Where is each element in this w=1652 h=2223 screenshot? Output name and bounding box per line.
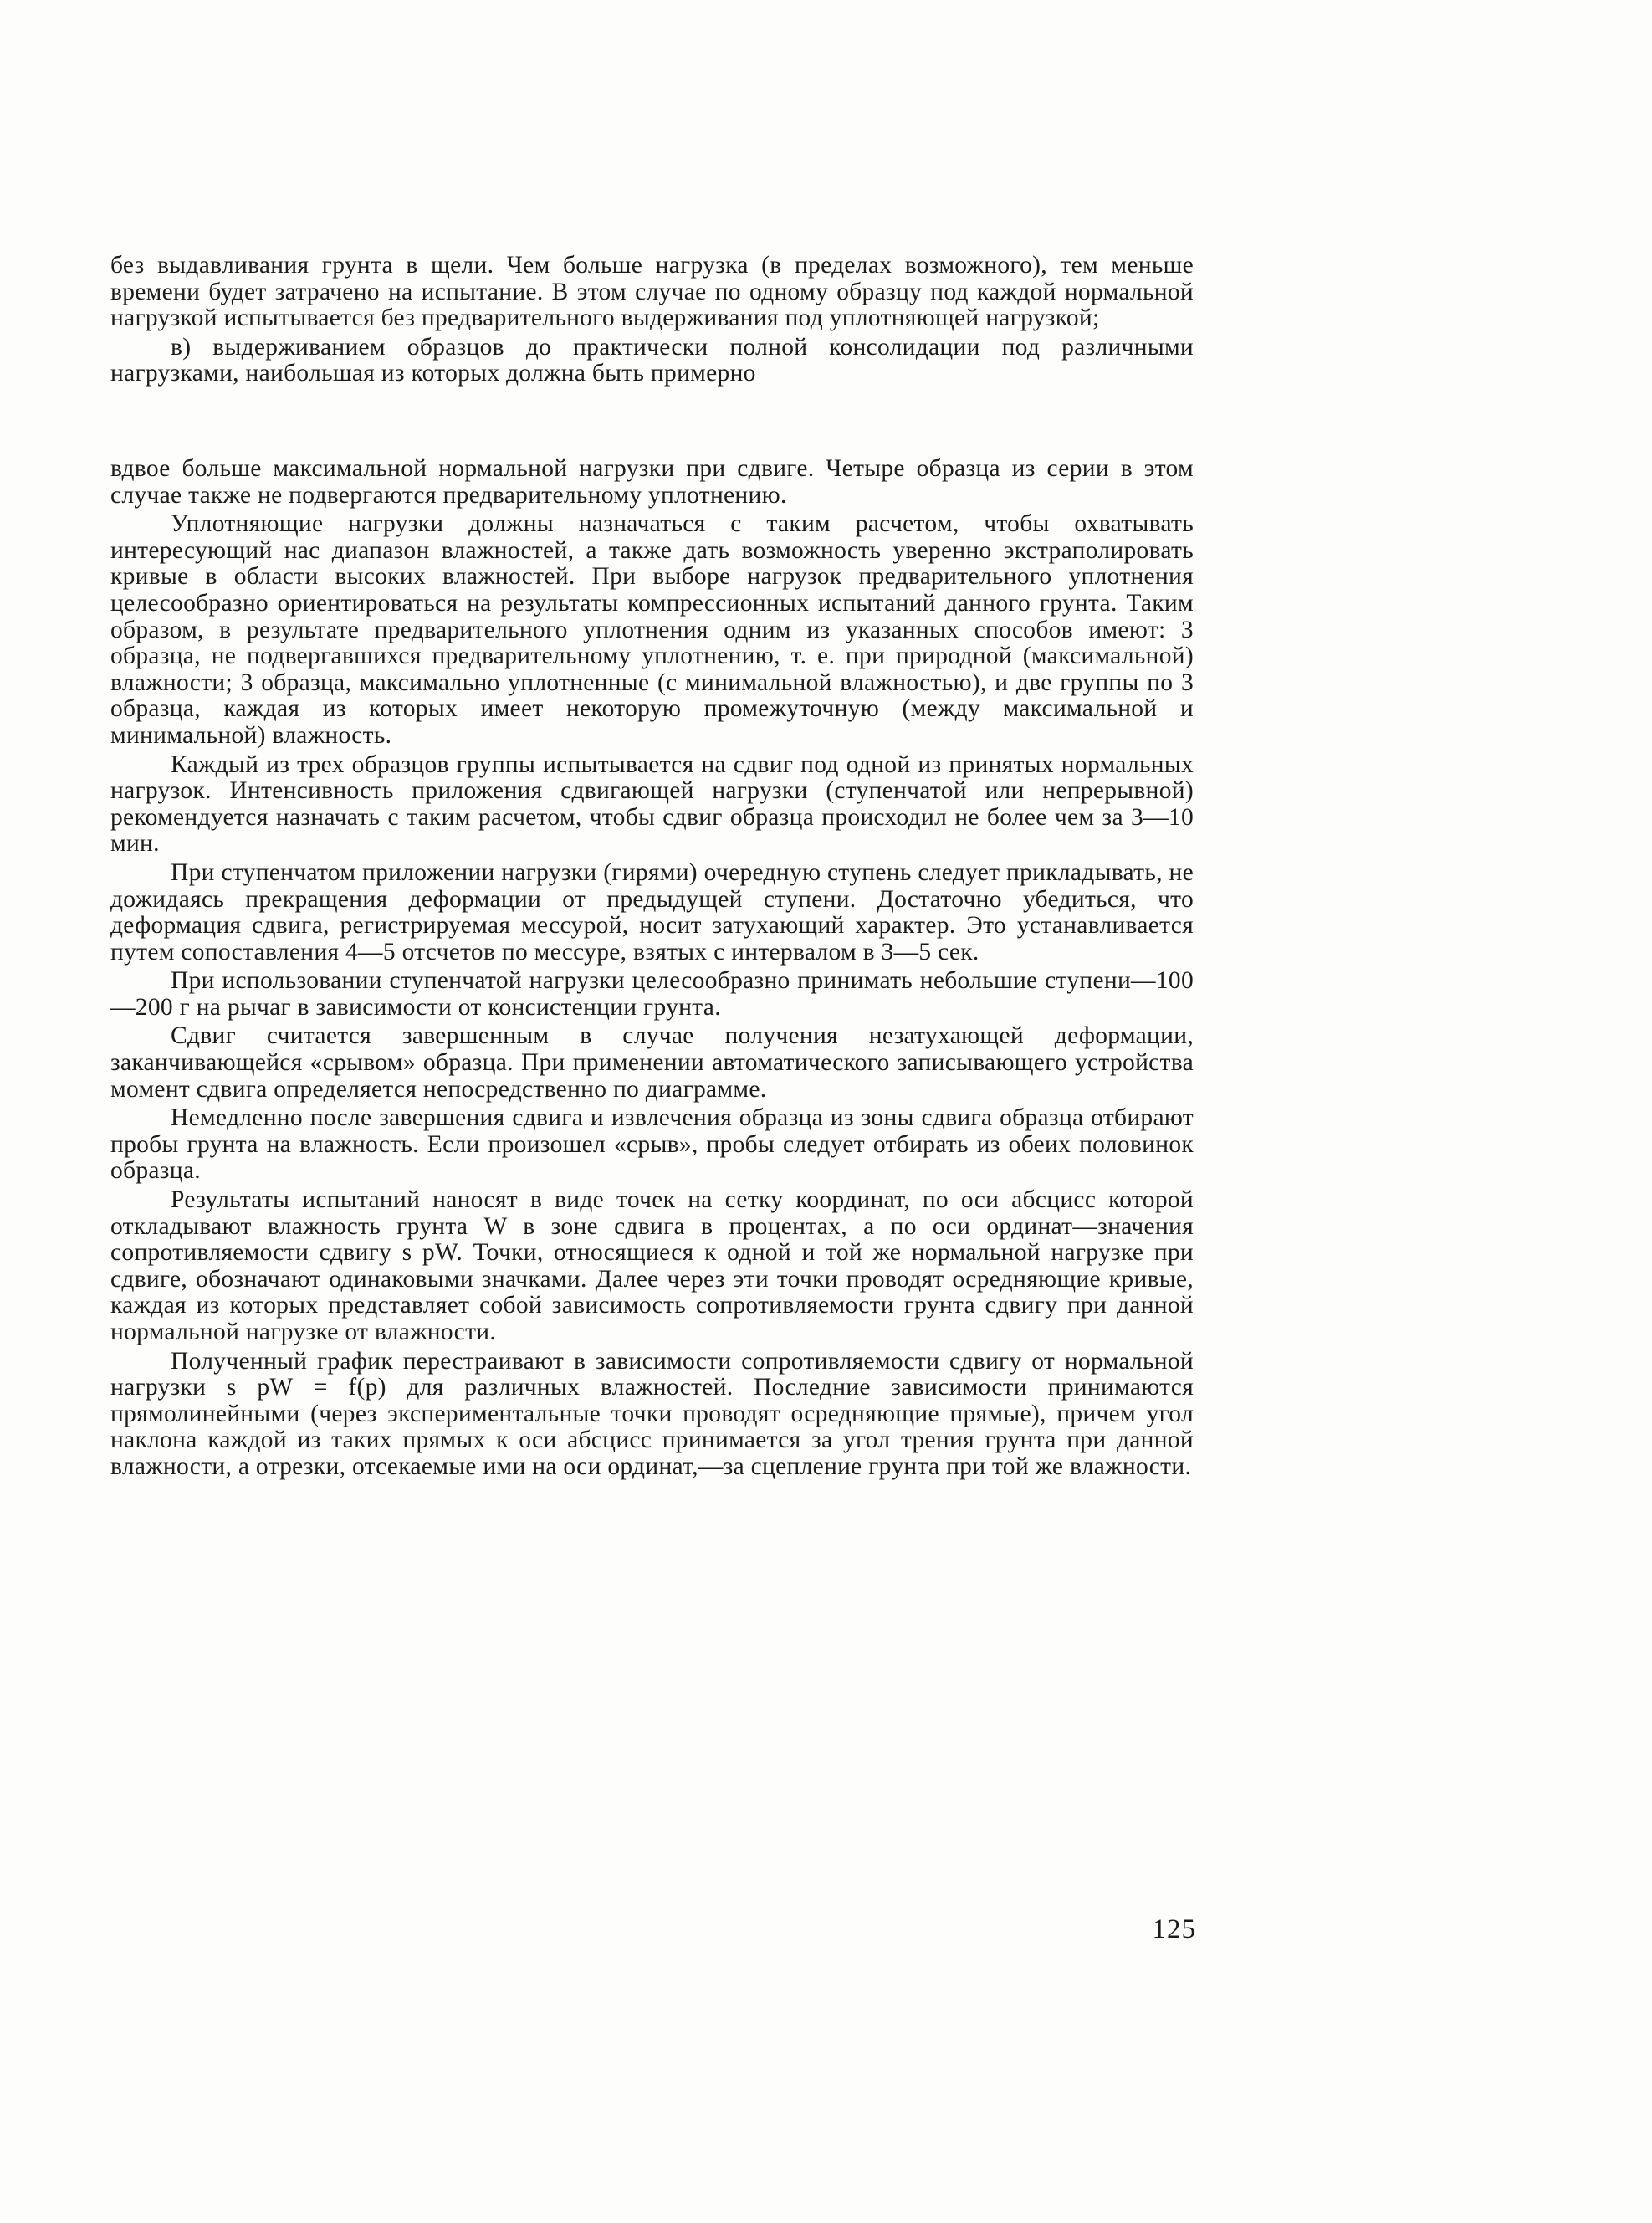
paragraph: При ступенчатом приложении нагрузки (гирями) очередную ступень следует прикладывать, не дожидаясь прекращения деформации от предыдущей ступени. Достаточно убедиться, что деформация сдвига, регистрируемая мессурой, носит затухающий характер. Это устанавливается путем сопоставления 4—5 отсчетов по мессуре, взятых с интервалом в 3—5 сек. xyxy=(110,858,1194,966)
paragraph: Сдвиг считается завершенным в случае получения незатухающей деформации, заканчивающейся «срывом» образца. При применении автоматического записывающего устройства момент сдвига определяется непосредственно по диаграмме. xyxy=(110,1022,1194,1103)
paragraph: вдвое больше максимальной нормальной нагрузки при сдвиге. Четыре образца из серии в этом случае также не подвергаются предварительному уплотнению. xyxy=(110,455,1194,509)
paragraph: без выдавливания грунта в щели. Чем больше нагрузка (в пределах возможного), тем меньше времени будет затрачено на испытание. В этом случае по одному образцу под каждой нормальной нагрузкой испытывается без предварительного выдерживания под уплотняющей нагрузкой; xyxy=(110,252,1194,332)
paragraph: Полученный график перестраивают в зависимости сопротивляемости сдвигу от нормальной нагрузки s pW = f(p) для различных влажностей. Последние зависимости принимаются прямолинейными (через экспериментальные точки проводят осредняющие прямые), причем угол наклона каждой из таких прямых к оси абсцисс принимается за угол трения грунта при данной влажности, а отрезки, отсекаемые ими на оси ординат,—за сцепление грунта при той же влажности. xyxy=(110,1347,1194,1480)
text-block-main xyxy=(110,456,1194,1481)
paragraph: в) выдерживанием образцов до практически полной консолидации под различными нагрузками, наибольшая из которых должна быть примерно xyxy=(110,333,1194,387)
paragraph: Уплотняющие нагрузки должны назначаться с таким расчетом, чтобы охватывать интересующий нас диапазон влажностей, а также дать возможность уверенно экстраполировать кривые в области высоких влажностей. При выборе нагрузок предварительного уплотнения целесообразно ориентироваться на результаты компрессионных испытаний данного грунта. Таким образом, в результате предварительного уплотнения одним из указанных способов имеют: 3 образца, не подвергавшихся предварительному уплотнению, т. е. при природной (максимальной) влажности; 3 образца, максимально уплотненные (с минимальной влажностью), и две группы по 3 образца, каждая из которых имеет некоторую промежуточную (между максимальной и минимальной) влажность. xyxy=(110,510,1194,749)
paragraph: При использовании ступенчатой нагрузки целесообразно принимать небольшие ступени—100—200 г на рычаг в зависимости от консистенции грунта. xyxy=(110,967,1194,1021)
page-number: 125 xyxy=(1152,1914,1196,1944)
text-block-top xyxy=(110,253,1194,387)
paragraph: Результаты испытаний наносят в виде точек на сетку координат, по оси абсцисс которой откладывают влажность грунта W в зоне сдвига в процентах, а по оси ординат—значения сопротивляемости сдвигу s pW. Точки, относящиеся к одной и той же нормальной нагрузке при сдвиге, обозначают одинаковыми значками. Далее через эти точки проводят осредняющие кривые, каждая из которых представляет собой зависимость сопротивляемости грунта сдвигу при данной нормальной нагрузке от влажности. xyxy=(110,1186,1194,1345)
paragraph: Немедленно после завершения сдвига и извлечения образца из зоны сдвига образца отбирают пробы грунта на влажность. Если произошел «срыв», пробы следует отбирать из обеих половинок образца. xyxy=(110,1104,1194,1185)
paragraph: Каждый из трех образцов группы испытывается на сдвиг под одной из принятых нормальных нагрузок. Интенсивность приложения сдвигающей нагрузки (ступенчатой или непрерывной) рекомендуется назначать с таким расчетом, чтобы сдвиг образца происходил не более чем за 3—10 мин. xyxy=(110,750,1194,858)
